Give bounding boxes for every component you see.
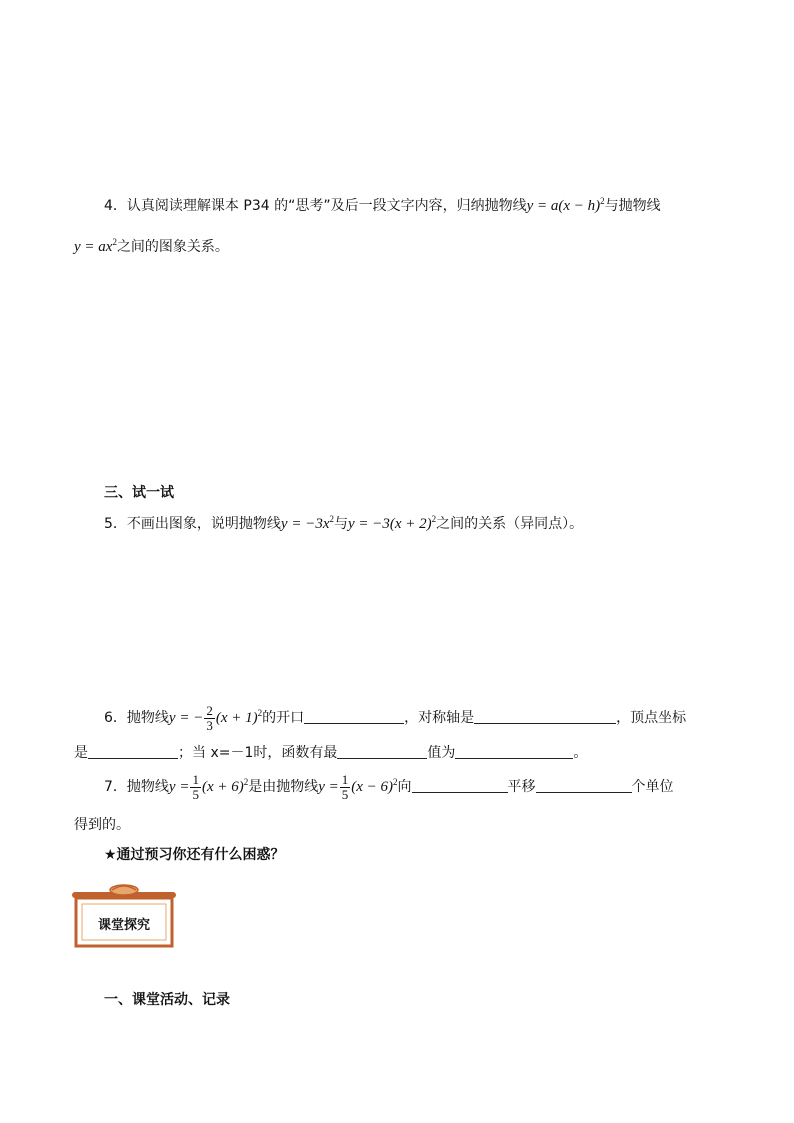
question-text: 个单位 <box>631 779 674 795</box>
question-text: 是 <box>74 745 88 761</box>
question-text: 之间的关系（异同点）。 <box>436 516 584 532</box>
answer-blank[interactable] <box>412 777 508 793</box>
question-text: 认真阅读理解课本 P34 的“思考”及后一段文字内容，归纳抛物线 <box>126 198 527 214</box>
question-4-line-2 <box>74 237 229 257</box>
question-text: 抛物线 <box>126 779 169 795</box>
formula: $y = a(x - h)^2$ <box>526 196 605 214</box>
fraction: $\frac{1}{5}$ <box>341 772 349 803</box>
formula: $y = -3(x + 2)^2$ <box>347 514 437 532</box>
question-text: 向 <box>397 779 412 795</box>
question-text: 抛物线 <box>126 710 169 726</box>
answer-blank[interactable] <box>455 743 573 759</box>
question-text: 不画出图象，说明抛物线 <box>126 516 281 532</box>
formula: y = $\frac{1}{5}$ $(x + 6)^2$ <box>168 772 249 803</box>
class-exploration-card <box>70 880 178 948</box>
question-text: 。 <box>573 745 588 761</box>
question-6-line-2 <box>74 743 587 763</box>
question-5 <box>104 514 583 534</box>
question-4-line-1 <box>104 196 661 216</box>
question-text: ，顶点坐标 <box>616 710 687 726</box>
question-text: 与 <box>333 516 348 532</box>
question-text: ，对称轴是 <box>404 710 475 726</box>
formula: $y = -3x^2$ <box>280 514 334 532</box>
question-text: 平移 <box>507 779 536 795</box>
section-heading: 三、试一试 <box>104 485 174 501</box>
fraction: $\frac{1}{5}$ <box>192 772 199 803</box>
question-number: 7． <box>104 779 127 795</box>
answer-blank[interactable] <box>88 743 178 759</box>
formula: y = − $\frac{2}{3}$ $(x + 1)^2$ <box>168 703 263 734</box>
formula: y = $\frac{1}{5}$ $(x - 6)^2$ <box>318 772 398 803</box>
question-number: 5． <box>104 516 127 532</box>
formula: $y = ax^2$ <box>74 237 117 255</box>
question-text: ；当 x=－1时，函数有最 <box>178 745 338 761</box>
section-heading: 一、课堂活动、记录 <box>104 992 230 1008</box>
question-7-line-2 <box>74 815 130 835</box>
question-text: 是由抛物线 <box>248 779 319 795</box>
question-number: 4． <box>104 198 127 214</box>
answer-blank[interactable] <box>536 777 632 793</box>
question-text: 与抛物线 <box>604 198 661 214</box>
answer-blank[interactable] <box>304 708 404 724</box>
question-text: 之间的图象关系。 <box>116 239 229 255</box>
question-7-line-1 <box>104 772 674 802</box>
confusion-prompt: ★通过预习你还有什么困惑？ <box>104 847 285 863</box>
answer-blank[interactable] <box>474 708 616 724</box>
answer-blank[interactable] <box>337 743 427 759</box>
question-number: 6． <box>104 710 127 726</box>
question-text: 的开口 <box>262 710 305 726</box>
question-6-line-1 <box>104 703 686 733</box>
question-text: 值为 <box>427 745 456 761</box>
fraction: $\frac{2}{3}$ <box>206 703 213 734</box>
question-text: 得到的。 <box>74 817 130 833</box>
card-label: 课堂探究 <box>97 918 150 933</box>
